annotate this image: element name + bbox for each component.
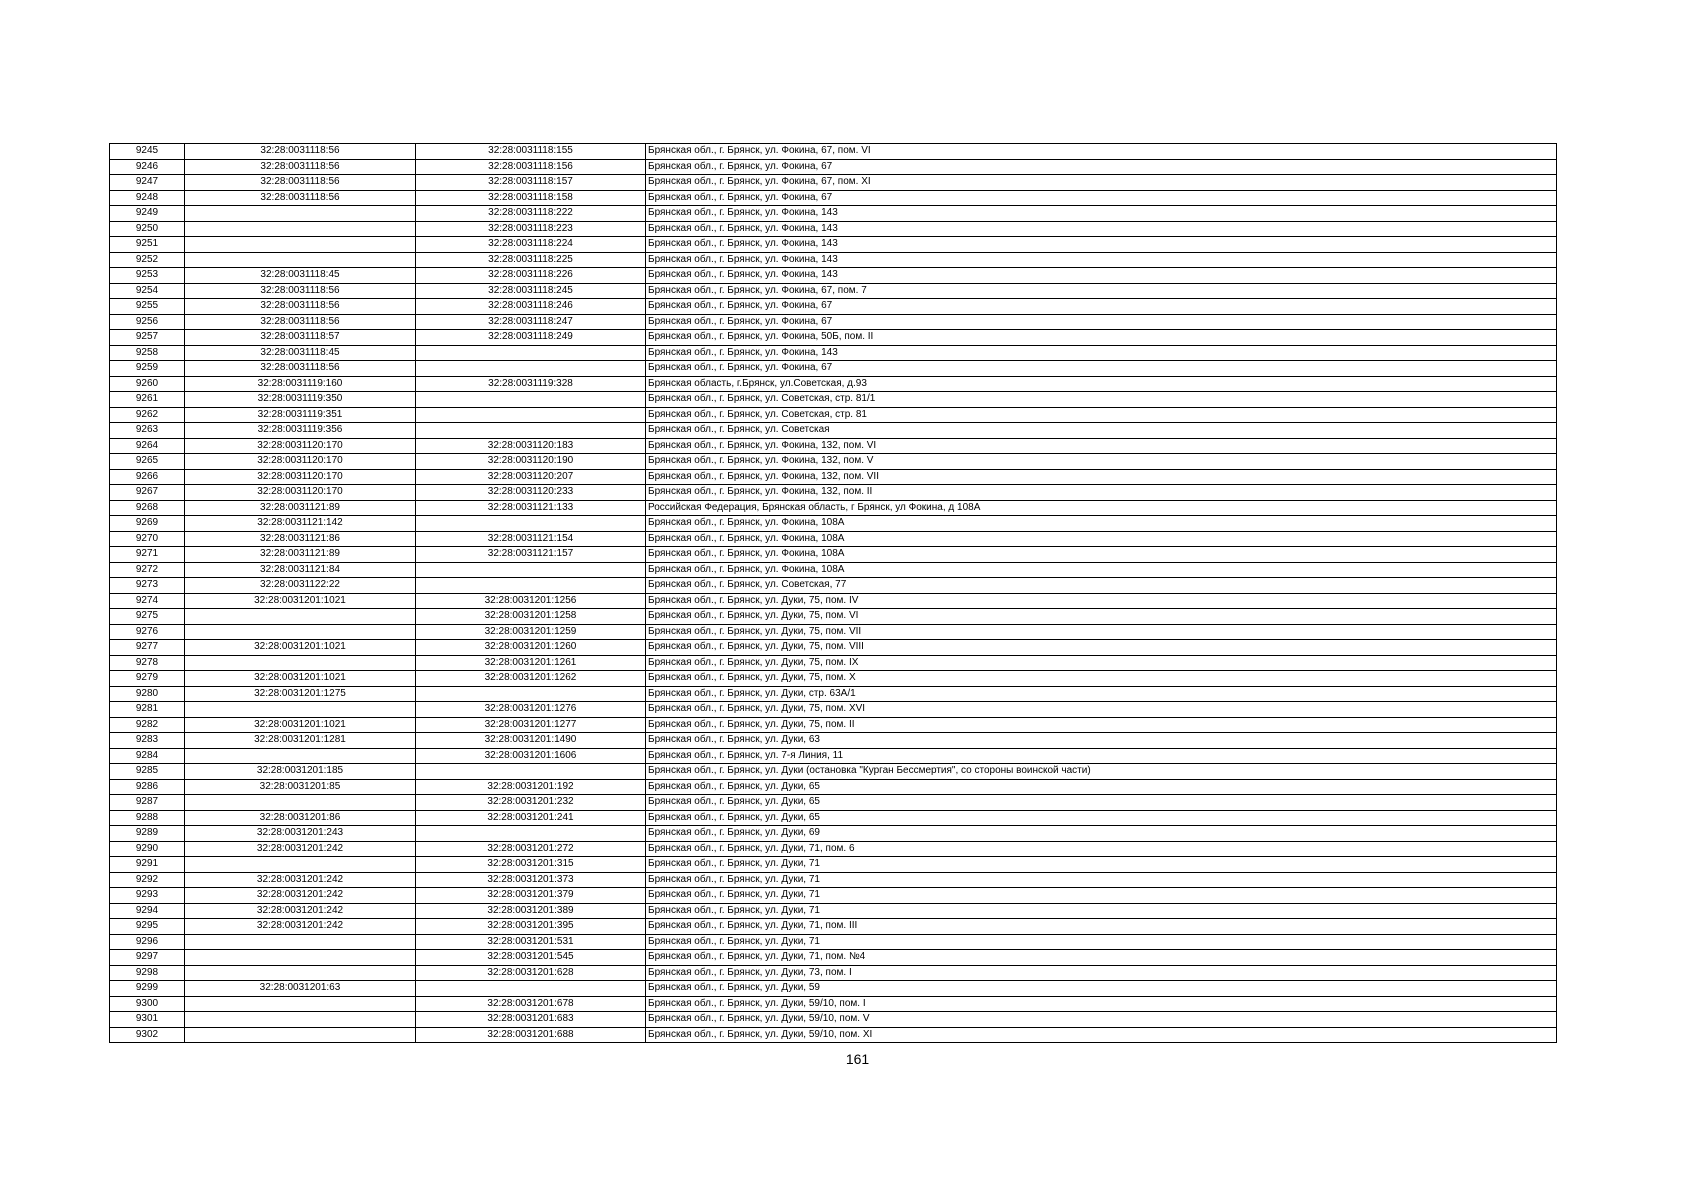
row-number-cell: 9282 [110,717,185,733]
object-cadastral-number-cell: 32:28:0031201:232 [416,795,646,811]
address-cell: Брянская обл., г. Брянск, ул. Дуки, 63 [646,733,1557,749]
parent-cadastral-number-cell: 32:28:0031118:56 [185,144,416,160]
address-cell: Брянская обл., г. Брянск, ул. Дуки, 71 [646,888,1557,904]
address-cell: Брянская обл., г. Брянск, ул. Фокина, 132, пом. V [646,454,1557,470]
object-cadastral-number-cell: 32:28:0031118:226 [416,268,646,284]
address-cell: Брянская обл., г. Брянск, ул. Дуки, 71 [646,857,1557,873]
row-number-cell: 9274 [110,593,185,609]
table-row [110,159,1557,175]
table-row [110,1012,1557,1028]
row-number-cell: 9290 [110,841,185,857]
row-number-cell: 9247 [110,175,185,191]
object-cadastral-number-cell: 32:28:0031201:683 [416,1012,646,1028]
parent-cadastral-number-cell: 32:28:0031119:356 [185,423,416,439]
table-row [110,190,1557,206]
address-cell: Брянская обл., г. Брянск, ул. Фокина, 132, пом. VI [646,438,1557,454]
object-cadastral-number-cell: 32:28:0031121:154 [416,531,646,547]
parent-cadastral-number-cell: 32:28:0031120:170 [185,485,416,501]
object-cadastral-number-cell: 32:28:0031201:272 [416,841,646,857]
row-number-cell: 9246 [110,159,185,175]
address-cell: Брянская обл., г. Брянск, ул. Дуки, 71, пом. №4 [646,950,1557,966]
table-row [110,237,1557,253]
table-row [110,330,1557,346]
parent-cadastral-number-cell: 32:28:0031118:45 [185,268,416,284]
address-cell: Брянская обл., г. Брянск, ул. Дуки, 71 [646,903,1557,919]
table-row [110,531,1557,547]
object-cadastral-number-cell: 32:28:0031118:245 [416,283,646,299]
table-row [110,144,1557,160]
address-cell: Брянская обл., г. Брянск, ул. Дуки (остановка "Курган Бессмертия", со стороны воинской части) [646,764,1557,780]
address-cell: Брянская обл., г. Брянск, ул. Фокина, 67 [646,361,1557,377]
parent-cadastral-number-cell [185,857,416,873]
address-cell: Брянская обл., г. Брянск, ул. Дуки, 59/10, пом. V [646,1012,1557,1028]
table-row [110,888,1557,904]
table-row [110,717,1557,733]
object-cadastral-number-cell: 32:28:0031201:1259 [416,624,646,640]
row-number-cell: 9279 [110,671,185,687]
row-number-cell: 9269 [110,516,185,532]
address-cell: Брянская обл., г. Брянск, ул. Дуки, 59/10, пом. XI [646,1027,1557,1043]
parent-cadastral-number-cell [185,996,416,1012]
address-cell: Брянская обл., г. Брянск, ул. Дуки, 65 [646,779,1557,795]
row-number-cell: 9254 [110,283,185,299]
parent-cadastral-number-cell [185,795,416,811]
address-cell: Брянская обл., г. Брянск, ул. Фокина, 132, пом. II [646,485,1557,501]
row-number-cell: 9251 [110,237,185,253]
row-number-cell: 9281 [110,702,185,718]
object-cadastral-number-cell: 32:28:0031201:688 [416,1027,646,1043]
table-row [110,593,1557,609]
address-cell: Брянская обл., г. Брянск, ул. Дуки, стр. 63А/1 [646,686,1557,702]
parent-cadastral-number-cell: 32:28:0031201:1021 [185,717,416,733]
object-cadastral-number-cell [416,686,646,702]
table-row [110,299,1557,315]
address-cell: Брянская обл., г. Брянск, ул. Фокина, 67 [646,299,1557,315]
row-number-cell: 9267 [110,485,185,501]
parent-cadastral-number-cell: 32:28:0031118:45 [185,345,416,361]
row-number-cell: 9278 [110,655,185,671]
parent-cadastral-number-cell [185,221,416,237]
object-cadastral-number-cell: 32:28:0031120:190 [416,454,646,470]
address-cell: Брянская обл., г. Брянск, ул. Фокина, 143 [646,206,1557,222]
table-row [110,981,1557,997]
address-cell: Брянская обл., г. Брянск, ул. Дуки, 59 [646,981,1557,997]
table-row [110,438,1557,454]
address-cell: Брянская обл., г. Брянск, ул. Фокина, 67, пом. VI [646,144,1557,160]
table-row [110,609,1557,625]
parent-cadastral-number-cell: 32:28:0031201:242 [185,919,416,935]
parent-cadastral-number-cell: 32:28:0031121:142 [185,516,416,532]
table-row [110,221,1557,237]
parent-cadastral-number-cell [185,624,416,640]
row-number-cell: 9285 [110,764,185,780]
parent-cadastral-number-cell: 32:28:0031119:350 [185,392,416,408]
parent-cadastral-number-cell: 32:28:0031201:86 [185,810,416,826]
table-row [110,624,1557,640]
row-number-cell: 9248 [110,190,185,206]
row-number-cell: 9261 [110,392,185,408]
row-number-cell: 9273 [110,578,185,594]
parent-cadastral-number-cell: 32:28:0031201:1021 [185,640,416,656]
parent-cadastral-number-cell: 32:28:0031121:84 [185,562,416,578]
address-cell: Брянская обл., г. Брянск, ул. Фокина, 143 [646,221,1557,237]
object-cadastral-number-cell [416,407,646,423]
page-number: 161 [845,1051,870,1067]
table-row [110,857,1557,873]
object-cadastral-number-cell: 32:28:0031201:628 [416,965,646,981]
object-cadastral-number-cell: 32:28:0031201:1258 [416,609,646,625]
object-cadastral-number-cell [416,764,646,780]
table-row [110,206,1557,222]
row-number-cell: 9294 [110,903,185,919]
address-cell: Брянская обл., г. Брянск, ул. Дуки, 71, пом. III [646,919,1557,935]
parent-cadastral-number-cell [185,965,416,981]
table-row [110,702,1557,718]
address-cell: Брянская обл., г. Брянск, ул. Фокина, 143 [646,345,1557,361]
row-number-cell: 9252 [110,252,185,268]
object-cadastral-number-cell: 32:28:0031118:158 [416,190,646,206]
address-cell: Брянская обл., г. Брянск, ул. Дуки, 75, пом. X [646,671,1557,687]
address-cell: Брянская область, г.Брянск, ул.Советская, д.93 [646,376,1557,392]
parent-cadastral-number-cell [185,748,416,764]
object-cadastral-number-cell [416,361,646,377]
table-row [110,314,1557,330]
address-cell: Брянская обл., г. Брянск, ул. Фокина, 50Б, пом. II [646,330,1557,346]
parent-cadastral-number-cell: 32:28:0031120:170 [185,438,416,454]
row-number-cell: 9249 [110,206,185,222]
address-cell: Брянская обл., г. Брянск, ул. Дуки, 75, пом. VII [646,624,1557,640]
table-row [110,671,1557,687]
row-number-cell: 9301 [110,1012,185,1028]
object-cadastral-number-cell: 32:28:0031201:1490 [416,733,646,749]
object-cadastral-number-cell [416,345,646,361]
address-cell: Брянская обл., г. Брянск, ул. Фокина, 67 [646,159,1557,175]
object-cadastral-number-cell: 32:28:0031201:192 [416,779,646,795]
address-cell: Брянская обл., г. Брянск, ул. Советская, стр. 81 [646,407,1557,423]
row-number-cell: 9292 [110,872,185,888]
table-row [110,733,1557,749]
object-cadastral-number-cell: 32:28:0031201:1260 [416,640,646,656]
table-row [110,655,1557,671]
parent-cadastral-number-cell: 32:28:0031118:56 [185,314,416,330]
row-number-cell: 9302 [110,1027,185,1043]
parent-cadastral-number-cell: 32:28:0031201:63 [185,981,416,997]
row-number-cell: 9291 [110,857,185,873]
table-row [110,795,1557,811]
object-cadastral-number-cell: 32:28:0031120:207 [416,469,646,485]
table-row [110,686,1557,702]
object-cadastral-number-cell: 32:28:0031121:133 [416,500,646,516]
address-cell: Брянская обл., г. Брянск, ул. Дуки, 75, пом. II [646,717,1557,733]
object-cadastral-number-cell: 32:28:0031120:233 [416,485,646,501]
row-number-cell: 9255 [110,299,185,315]
object-cadastral-number-cell: 32:28:0031121:157 [416,547,646,563]
parent-cadastral-number-cell [185,609,416,625]
address-cell: Брянская обл., г. Брянск, ул. Фокина, 67, пом. 7 [646,283,1557,299]
address-cell: Брянская обл., г. Брянск, ул. Дуки, 71 [646,934,1557,950]
row-number-cell: 9268 [110,500,185,516]
address-cell: Брянская обл., г. Брянск, ул. Дуки, 59/10, пом. I [646,996,1557,1012]
table-row [110,578,1557,594]
row-number-cell: 9275 [110,609,185,625]
table-row [110,779,1557,795]
address-cell: Брянская обл., г. Брянск, ул. Дуки, 69 [646,826,1557,842]
row-number-cell: 9272 [110,562,185,578]
row-number-cell: 9288 [110,810,185,826]
object-cadastral-number-cell [416,516,646,532]
parent-cadastral-number-cell [185,237,416,253]
object-cadastral-number-cell: 32:28:0031201:373 [416,872,646,888]
row-number-cell: 9296 [110,934,185,950]
table-row [110,407,1557,423]
address-cell: Брянская обл., г. Брянск, ул. Фокина, 67, пом. XI [646,175,1557,191]
table-row [110,485,1557,501]
parent-cadastral-number-cell [185,1027,416,1043]
row-number-cell: 9280 [110,686,185,702]
object-cadastral-number-cell: 32:28:0031118:249 [416,330,646,346]
table-row [110,469,1557,485]
object-cadastral-number-cell: 32:28:0031201:315 [416,857,646,873]
row-number-cell: 9253 [110,268,185,284]
table-row [110,748,1557,764]
parent-cadastral-number-cell [185,1012,416,1028]
object-cadastral-number-cell: 32:28:0031201:1606 [416,748,646,764]
parent-cadastral-number-cell: 32:28:0031121:86 [185,531,416,547]
object-cadastral-number-cell: 32:28:0031201:1276 [416,702,646,718]
table-row [110,965,1557,981]
object-cadastral-number-cell: 32:28:0031118:247 [416,314,646,330]
row-number-cell: 9276 [110,624,185,640]
address-cell: Брянская обл., г. Брянск, ул. Дуки, 71, пом. 6 [646,841,1557,857]
row-number-cell: 9284 [110,748,185,764]
object-cadastral-number-cell: 32:28:0031118:224 [416,237,646,253]
object-cadastral-number-cell: 32:28:0031118:222 [416,206,646,222]
address-cell: Брянская обл., г. Брянск, ул. Дуки, 75, пом. VI [646,609,1557,625]
row-number-cell: 9264 [110,438,185,454]
table-row [110,283,1557,299]
parent-cadastral-number-cell: 32:28:0031122:22 [185,578,416,594]
parent-cadastral-number-cell [185,950,416,966]
row-number-cell: 9270 [110,531,185,547]
object-cadastral-number-cell: 32:28:0031118:157 [416,175,646,191]
object-cadastral-number-cell: 32:28:0031201:1261 [416,655,646,671]
parent-cadastral-number-cell [185,206,416,222]
parent-cadastral-number-cell: 32:28:0031201:242 [185,872,416,888]
object-cadastral-number-cell: 32:28:0031201:1262 [416,671,646,687]
object-cadastral-number-cell: 32:28:0031118:156 [416,159,646,175]
row-number-cell: 9271 [110,547,185,563]
table-row [110,826,1557,842]
table-row [110,919,1557,935]
row-number-cell: 9250 [110,221,185,237]
parent-cadastral-number-cell: 32:28:0031201:1021 [185,593,416,609]
table-row [110,810,1557,826]
table-row [110,950,1557,966]
parent-cadastral-number-cell: 32:28:0031201:185 [185,764,416,780]
row-number-cell: 9277 [110,640,185,656]
object-cadastral-number-cell: 32:28:0031201:1277 [416,717,646,733]
row-number-cell: 9263 [110,423,185,439]
row-number-cell: 9286 [110,779,185,795]
object-cadastral-number-cell: 32:28:0031201:1256 [416,593,646,609]
object-cadastral-number-cell [416,392,646,408]
object-cadastral-number-cell: 32:28:0031201:678 [416,996,646,1012]
parent-cadastral-number-cell: 32:28:0031118:57 [185,330,416,346]
object-cadastral-number-cell: 32:28:0031201:545 [416,950,646,966]
cadastre-table [109,143,1557,1043]
object-cadastral-number-cell: 32:28:0031120:183 [416,438,646,454]
parent-cadastral-number-cell: 32:28:0031118:56 [185,175,416,191]
address-cell: Брянская обл., г. Брянск, ул. Фокина, 143 [646,268,1557,284]
address-cell: Брянская обл., г. Брянск, ул. Фокина, 108А [646,516,1557,532]
table-row [110,175,1557,191]
row-number-cell: 9257 [110,330,185,346]
object-cadastral-number-cell: 32:28:0031201:531 [416,934,646,950]
parent-cadastral-number-cell: 32:28:0031118:56 [185,283,416,299]
table-row [110,423,1557,439]
address-cell: Брянская обл., г. Брянск, ул. Дуки, 73, пом. I [646,965,1557,981]
parent-cadastral-number-cell: 32:28:0031118:56 [185,190,416,206]
parent-cadastral-number-cell: 32:28:0031201:1275 [185,686,416,702]
row-number-cell: 9259 [110,361,185,377]
address-cell: Брянская обл., г. Брянск, ул. Фокина, 108А [646,531,1557,547]
address-cell: Брянская обл., г. Брянск, ул. Фокина, 108А [646,562,1557,578]
table-row [110,903,1557,919]
table-row [110,640,1557,656]
address-cell: Брянская обл., г. Брянск, ул. Дуки, 71 [646,872,1557,888]
address-cell: Брянская обл., г. Брянск, ул. Фокина, 67 [646,190,1557,206]
parent-cadastral-number-cell [185,702,416,718]
table-row [110,562,1557,578]
row-number-cell: 9283 [110,733,185,749]
parent-cadastral-number-cell: 32:28:0031119:351 [185,407,416,423]
row-number-cell: 9297 [110,950,185,966]
address-cell: Брянская обл., г. Брянск, ул. Советская, 77 [646,578,1557,594]
parent-cadastral-number-cell: 32:28:0031119:160 [185,376,416,392]
parent-cadastral-number-cell: 32:28:0031118:56 [185,299,416,315]
row-number-cell: 9266 [110,469,185,485]
object-cadastral-number-cell: 32:28:0031201:389 [416,903,646,919]
table-row [110,1027,1557,1043]
object-cadastral-number-cell [416,423,646,439]
table-row [110,500,1557,516]
object-cadastral-number-cell: 32:28:0031201:395 [416,919,646,935]
parent-cadastral-number-cell: 32:28:0031201:85 [185,779,416,795]
object-cadastral-number-cell: 32:28:0031201:241 [416,810,646,826]
row-number-cell: 9295 [110,919,185,935]
parent-cadastral-number-cell [185,934,416,950]
parent-cadastral-number-cell: 32:28:0031118:56 [185,159,416,175]
table-row [110,392,1557,408]
row-number-cell: 9298 [110,965,185,981]
object-cadastral-number-cell: 32:28:0031118:225 [416,252,646,268]
address-cell: Брянская обл., г. Брянск, ул. Дуки, 75, пом. XVI [646,702,1557,718]
object-cadastral-number-cell [416,562,646,578]
row-number-cell: 9265 [110,454,185,470]
row-number-cell: 9293 [110,888,185,904]
address-cell: Брянская обл., г. Брянск, ул. Дуки, 75, пом. IV [646,593,1557,609]
address-cell: Брянская обл., г. Брянск, ул. Дуки, 65 [646,810,1557,826]
parent-cadastral-number-cell: 32:28:0031201:1021 [185,671,416,687]
parent-cadastral-number-cell: 32:28:0031201:1281 [185,733,416,749]
object-cadastral-number-cell: 32:28:0031201:379 [416,888,646,904]
table-row [110,764,1557,780]
parent-cadastral-number-cell: 32:28:0031201:243 [185,826,416,842]
address-cell: Брянская обл., г. Брянск, ул. 7-я Линия, 11 [646,748,1557,764]
row-number-cell: 9300 [110,996,185,1012]
row-number-cell: 9245 [110,144,185,160]
parent-cadastral-number-cell: 32:28:0031121:89 [185,547,416,563]
address-cell: Российская Федерация, Брянская область, г Брянск, ул Фокина, д 108А [646,500,1557,516]
row-number-cell: 9289 [110,826,185,842]
address-cell: Брянская обл., г. Брянск, ул. Фокина, 108А [646,547,1557,563]
row-number-cell: 9260 [110,376,185,392]
table-row [110,547,1557,563]
object-cadastral-number-cell: 32:28:0031118:155 [416,144,646,160]
parent-cadastral-number-cell [185,252,416,268]
parent-cadastral-number-cell: 32:28:0031201:242 [185,903,416,919]
object-cadastral-number-cell: 32:28:0031118:246 [416,299,646,315]
table-row [110,361,1557,377]
address-cell: Брянская обл., г. Брянск, ул. Дуки, 65 [646,795,1557,811]
table-row [110,268,1557,284]
parent-cadastral-number-cell: 32:28:0031121:89 [185,500,416,516]
row-number-cell: 9262 [110,407,185,423]
table-body [110,144,1557,1043]
row-number-cell: 9287 [110,795,185,811]
parent-cadastral-number-cell [185,655,416,671]
table-row [110,996,1557,1012]
parent-cadastral-number-cell: 32:28:0031118:56 [185,361,416,377]
parent-cadastral-number-cell: 32:28:0031201:242 [185,888,416,904]
address-cell: Брянская обл., г. Брянск, ул. Фокина, 143 [646,237,1557,253]
object-cadastral-number-cell: 32:28:0031119:328 [416,376,646,392]
table-row [110,841,1557,857]
row-number-cell: 9256 [110,314,185,330]
object-cadastral-number-cell [416,981,646,997]
parent-cadastral-number-cell: 32:28:0031201:242 [185,841,416,857]
row-number-cell: 9299 [110,981,185,997]
table-row [110,454,1557,470]
table-row [110,252,1557,268]
address-cell: Брянская обл., г. Брянск, ул. Фокина, 132, пом. VII [646,469,1557,485]
object-cadastral-number-cell: 32:28:0031118:223 [416,221,646,237]
address-cell: Брянская обл., г. Брянск, ул. Фокина, 143 [646,252,1557,268]
table-row [110,934,1557,950]
address-cell: Брянская обл., г. Брянск, ул. Советская [646,423,1557,439]
address-cell: Брянская обл., г. Брянск, ул. Дуки, 75, пом. IX [646,655,1557,671]
object-cadastral-number-cell [416,578,646,594]
row-number-cell: 9258 [110,345,185,361]
table-row [110,376,1557,392]
parent-cadastral-number-cell: 32:28:0031120:170 [185,469,416,485]
object-cadastral-number-cell [416,826,646,842]
table-row [110,516,1557,532]
address-cell: Брянская обл., г. Брянск, ул. Дуки, 75, пом. VIII [646,640,1557,656]
table-row [110,345,1557,361]
table-row [110,872,1557,888]
address-cell: Брянская обл., г. Брянск, ул. Фокина, 67 [646,314,1557,330]
address-cell: Брянская обл., г. Брянск, ул. Советская, стр. 81/1 [646,392,1557,408]
parent-cadastral-number-cell: 32:28:0031120:170 [185,454,416,470]
